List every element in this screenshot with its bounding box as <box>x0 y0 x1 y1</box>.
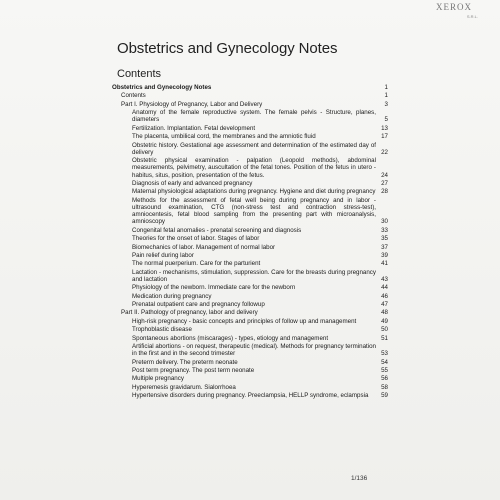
toc-entry[interactable] <box>121 309 388 316</box>
toc-entry-label: Hyperemesis gravidarum. Sialorrhoea <box>132 383 236 391</box>
toc-entry[interactable] <box>121 101 388 108</box>
toc-entry[interactable] <box>132 269 388 283</box>
toc-entry-page: 44 <box>381 284 388 292</box>
document-title: Obstetrics and Gynecology Notes <box>117 40 338 57</box>
toc-entry[interactable] <box>132 293 388 300</box>
toc-entry-label: The normal puerperium. Care for the parturient <box>132 260 261 268</box>
toc-entry[interactable] <box>132 384 388 391</box>
toc-entry-label: Physiology of the newborn. Immediate care for the newborn <box>132 284 296 292</box>
toc-entry[interactable] <box>132 343 388 357</box>
toc-entry-label: Fertilization. Implantation. Fetal development <box>132 124 256 132</box>
toc-entry[interactable] <box>132 367 388 374</box>
toc-entry[interactable] <box>132 180 388 187</box>
toc-entry[interactable] <box>132 318 388 325</box>
toc-entry[interactable] <box>132 284 388 291</box>
toc-entry[interactable] <box>132 227 388 234</box>
toc-entry[interactable] <box>132 197 388 226</box>
toc-entry-page: 1 <box>384 92 388 100</box>
toc-entry[interactable] <box>132 244 388 251</box>
toc-entry[interactable] <box>132 392 388 399</box>
toc-entry-page: 39 <box>381 251 388 259</box>
toc-entry-label: Medication during pregnancy <box>132 292 212 300</box>
toc-entry-page: 58 <box>381 383 388 391</box>
toc-entry-page: 13 <box>381 124 388 132</box>
toc-entry[interactable] <box>132 109 388 123</box>
toc-entry-page: 41 <box>381 260 388 268</box>
toc-entry-page: 24 <box>381 171 388 179</box>
page-number: 1/136 <box>351 475 368 482</box>
xerox-stamp: XEROX <box>436 2 472 12</box>
toc-entry-page: 43 <box>381 275 388 283</box>
toc-entry-page: 49 <box>381 317 388 325</box>
toc-entry-label: Post term pregnancy. The post term neonate <box>132 366 255 374</box>
toc-entry-page: 1 <box>384 84 388 91</box>
toc-entry-page: 28 <box>381 188 388 196</box>
toc-entry-page: 46 <box>381 292 388 300</box>
toc-entry-label: Biomechanics of labor. Management of normal labor <box>132 243 276 251</box>
toc-entry[interactable] <box>132 142 388 156</box>
toc-entry-label: Hypertensive disorders during pregnancy. Preeclampsia, HELLP syndrome, eclampsia <box>132 392 369 400</box>
toc-entry-label: Spontaneous abortions (miscarages) - types, etiology and management <box>132 334 329 342</box>
toc-entry-page: 33 <box>381 226 388 234</box>
toc-entry-label: Multiple pregnancy <box>132 375 184 383</box>
toc-entry-label: Part II. Pathology of pregnancy, labor and delivery <box>121 309 258 317</box>
toc-entry-label: Lactation - mechanisms, stimulation, suppression. Care for the breasts during pregnancy and lactation <box>132 268 376 283</box>
toc-entry-label: Preterm delivery. The preterm neonate <box>132 358 238 366</box>
toc-entry[interactable] <box>132 375 388 382</box>
toc-entry-page: 27 <box>381 179 388 187</box>
toc-entry[interactable] <box>132 326 388 333</box>
toc-entry-label: Artificial abortions - on request, therapeutic (medical). Methods for pregnancy termination in the first and in the second trimester <box>132 343 376 358</box>
toc-entry-label: Maternal physiological adaptations during pregnancy. Hygiene and diet during pregnancy <box>132 188 376 196</box>
toc-entry-label: Part I. Physiology of Pregnancy, Labor and Delivery <box>121 100 263 108</box>
toc-entry[interactable] <box>121 92 388 99</box>
toc-entry-page: 53 <box>381 350 388 358</box>
toc-entry-page: 17 <box>381 133 388 141</box>
toc-entry[interactable] <box>132 359 388 366</box>
toc-entry-page: 48 <box>381 309 388 317</box>
toc-entry[interactable] <box>132 133 388 140</box>
toc-entry[interactable] <box>132 252 388 259</box>
toc-entry-label: Prenatal outpatient care and pregnancy followup <box>132 301 265 309</box>
toc-entry-label: Obstetric history. Gestational age assessment and determination of the estimated day of delivery <box>132 141 376 156</box>
toc-entry-label: Contents <box>121 92 146 100</box>
toc-entry[interactable] <box>132 125 388 132</box>
toc-entry-page: 3 <box>384 100 388 108</box>
toc-entry[interactable] <box>132 188 388 195</box>
contents-heading: Contents <box>117 68 162 80</box>
toc-entry-label: High-risk pregnancy - basic concepts and principles of follow up and management <box>132 317 357 325</box>
toc-entry-label: Trophoblastic disease <box>132 326 192 334</box>
toc-entry-label: Diagnosis of early and advanced pregnancy <box>132 179 253 187</box>
toc-entry-label: Theories for the onset of labor. Stages of labor <box>132 235 260 243</box>
toc-entry-page: 35 <box>381 235 388 243</box>
toc-entry-page: 56 <box>381 375 388 383</box>
toc-entry-label: The placenta, umbilical cord, the membranes and the amniotic fluid <box>132 133 316 141</box>
toc-entry[interactable] <box>132 260 388 267</box>
toc-entry[interactable] <box>132 335 388 342</box>
toc-entry-label: Anatomy of the female reproductive system. The female pelvis - Structure, planes, diameters <box>132 109 376 124</box>
toc-entry-label: Obstetric physical examination - palpation (Leopold methods), abdominal measurements, pelvimetry, auscultation of the fetal tones. Position of the fetus in utero - habitus, situs, position, presentation of the fetus. <box>132 157 376 179</box>
toc-entry-page: 54 <box>381 358 388 366</box>
toc-entry-page: 37 <box>381 243 388 251</box>
table-of-contents <box>112 84 388 401</box>
toc-entry-page: 22 <box>381 148 388 156</box>
toc-entry-page: 5 <box>384 116 388 124</box>
toc-entry-label: Pain relief during labor <box>132 251 194 259</box>
toc-entry[interactable] <box>132 301 388 308</box>
toc-entry-label: Congenital fetal anomalies - prenatal screening and diagnosis <box>132 226 302 234</box>
toc-entry-page: 55 <box>381 366 388 374</box>
toc-entry-page: 50 <box>381 326 388 334</box>
toc-entry-page: 51 <box>381 334 388 342</box>
toc-entry[interactable] <box>132 157 388 179</box>
toc-entry-page: 47 <box>381 301 388 309</box>
toc-entry-label: Methods for the assessment of fetal well being during pregnancy and in labor - ultrasound examination, CTG (non-stress test and contraction stress-test), amniocentesis, fetal blood sampling from the presenting part with microanalysis, amnioscopy <box>132 196 376 226</box>
toc-entry-page: 59 <box>381 392 388 400</box>
toc-entry-page: 30 <box>381 218 388 226</box>
toc-entry[interactable] <box>132 235 388 242</box>
xerox-stamp-sub: S.R.L. <box>466 14 478 19</box>
toc-entry[interactable] <box>112 84 388 91</box>
toc-entry-label: Obstetrics and Gynecology Notes <box>112 84 212 91</box>
